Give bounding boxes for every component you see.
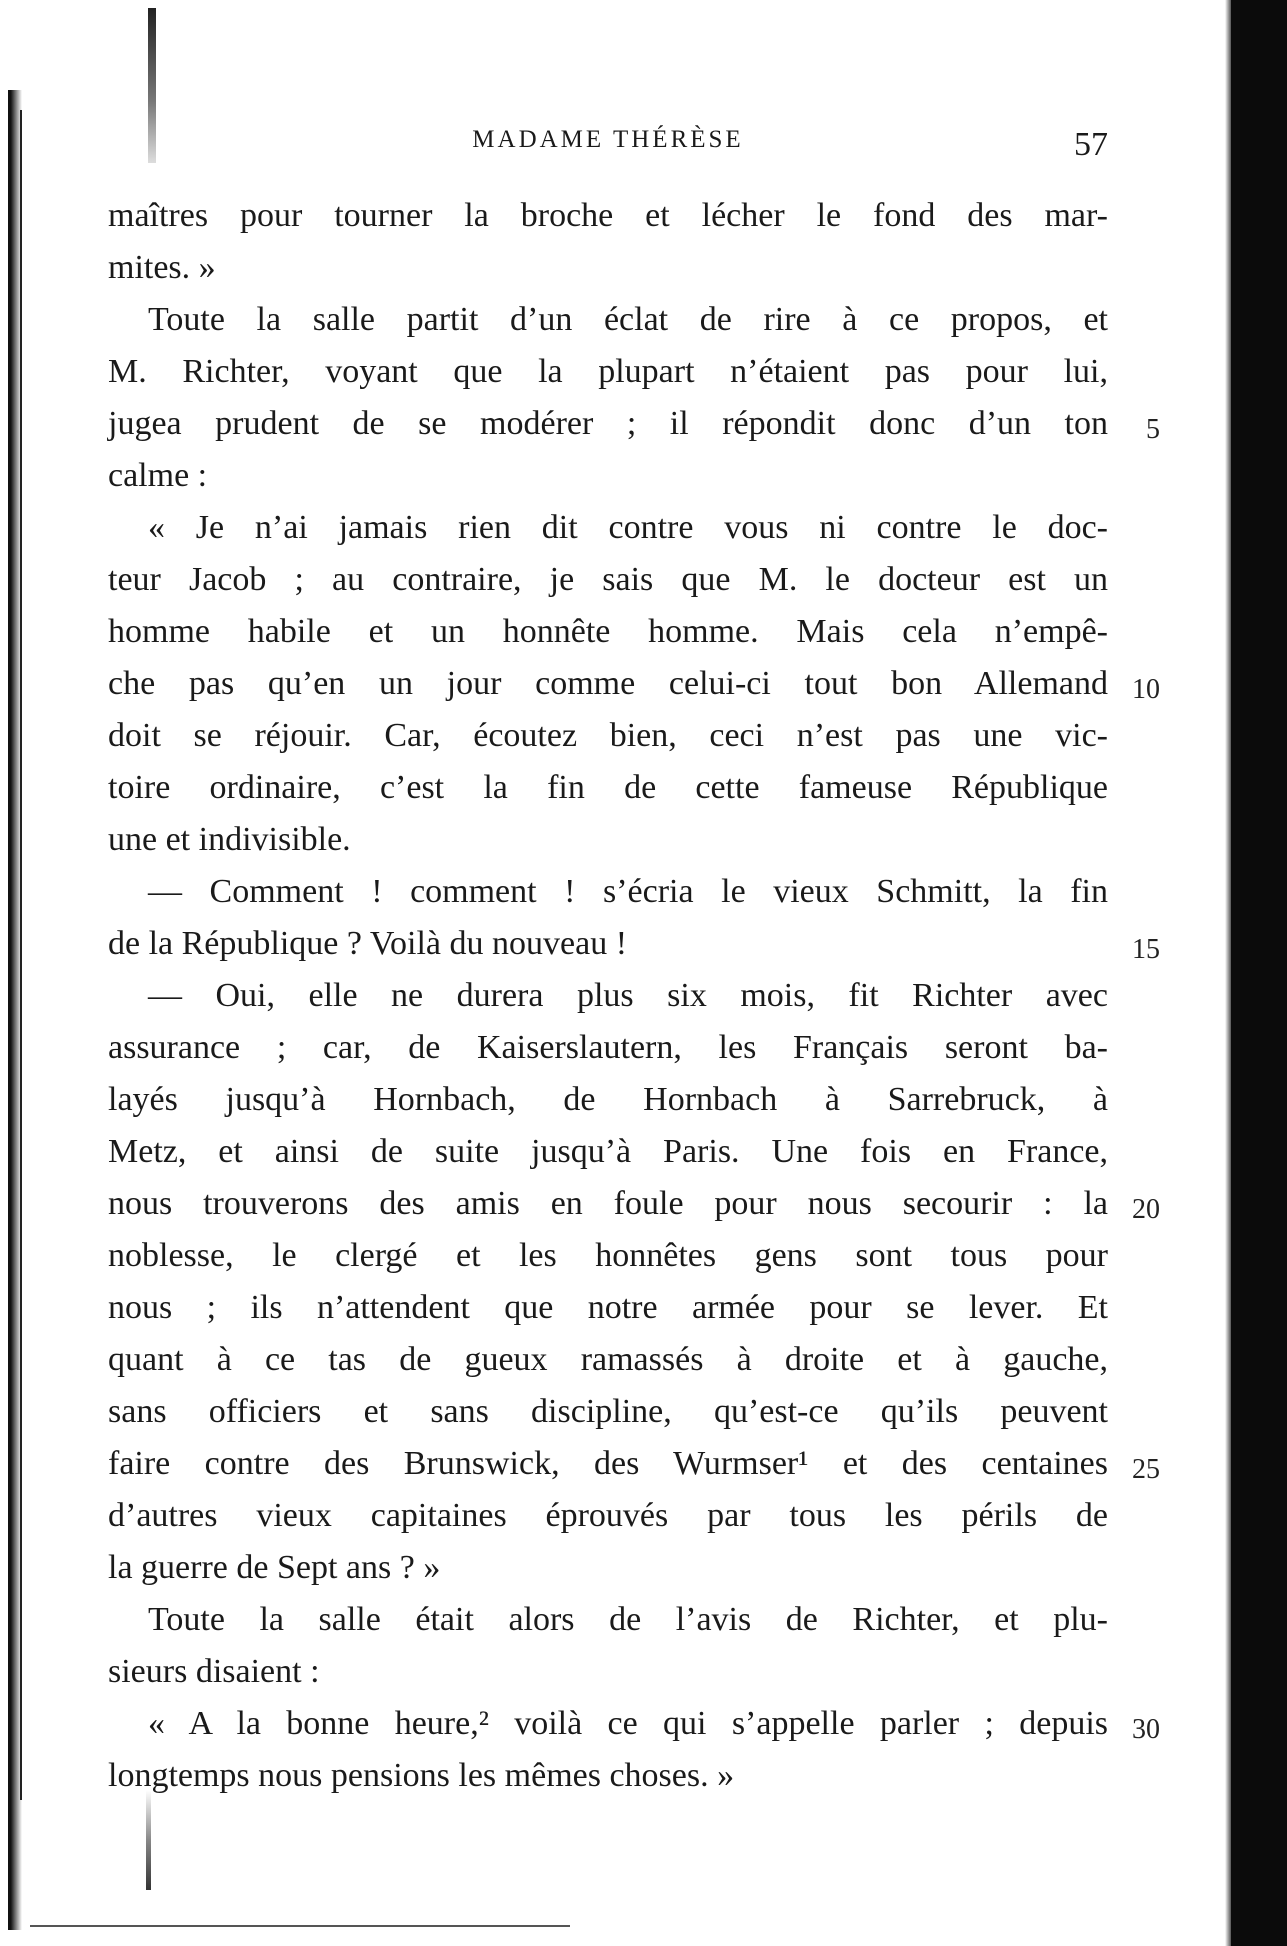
- text-line: [108, 1750, 1108, 1802]
- line-number: 30: [1132, 1714, 1160, 1745]
- text-line-content: sans officiers et sans discipline, qu’est-ce qu’ils peuvent: [108, 1393, 1108, 1430]
- text-line-content: M. Richter, voyant que la plupart n’étaient pas pour lui,: [108, 353, 1108, 390]
- text-line: [108, 866, 1108, 918]
- text-line: [108, 814, 1108, 866]
- line-number: 20: [1132, 1194, 1160, 1225]
- text-line: [108, 1282, 1108, 1334]
- text-line: [108, 1126, 1108, 1178]
- text-line-content: quant à ce tas de gueux ramassés à droite et à gauche,: [108, 1341, 1108, 1378]
- text-line-content: une et indivisible.: [108, 821, 351, 858]
- text-line-content: assurance ; car, de Kaiserslautern, les Français seront ba-: [108, 1029, 1108, 1066]
- text-block: [108, 190, 1160, 1802]
- text-line: [108, 1646, 1108, 1698]
- text-line-content: mites. »: [108, 249, 216, 286]
- text-line-content: « A la bonne heure,² voilà ce qui s’appelle parler ; depuis: [148, 1705, 1108, 1742]
- scan-edge-right: [1231, 0, 1287, 1946]
- bottom-rule: [30, 1925, 570, 1927]
- text-line-content: faire contre des Brunswick, des Wurmser¹ et des centaines: [108, 1445, 1108, 1482]
- text-line: [108, 710, 1108, 762]
- text-line: [108, 242, 1108, 294]
- text-line-content: toire ordinaire, c’est la fin de cette fameuse République: [108, 769, 1108, 806]
- text-line-content: d’autres vieux capitaines éprouvés par tous les périls de: [108, 1497, 1108, 1534]
- scan-edge-left-line: [20, 110, 22, 1800]
- text-line-content: Metz, et ainsi de suite jusqu’à Paris. Une fois en France,: [108, 1133, 1108, 1170]
- running-title: MADAME THÉRÈSE: [472, 126, 744, 153]
- text-line-content: doit se réjouir. Car, écoutez bien, ceci n’est pas une vic-: [108, 717, 1108, 754]
- text-line-content: de la République ? Voilà du nouveau !: [108, 925, 628, 962]
- text-line: [108, 1178, 1160, 1230]
- line-number: 15: [1132, 934, 1160, 965]
- text-line: [108, 554, 1108, 606]
- text-line: [108, 1022, 1108, 1074]
- text-line: [108, 1490, 1108, 1542]
- text-line-content: nous ; ils n’attendent que notre armée pour se lever. Et: [108, 1289, 1108, 1326]
- text-line: [108, 294, 1108, 346]
- text-line: [108, 1698, 1160, 1750]
- text-line: [108, 658, 1160, 710]
- page-number: 57: [1074, 126, 1108, 163]
- text-line: [108, 762, 1108, 814]
- text-line-content: jugea prudent de se modérer ; il répondit donc d’un ton: [108, 405, 1108, 442]
- line-number: 10: [1132, 674, 1160, 705]
- text-line-content: che pas qu’en un jour comme celui-ci tout bon Allemand: [108, 665, 1108, 702]
- text-line-content: calme :: [108, 457, 208, 494]
- text-line: [108, 1542, 1108, 1594]
- text-line-content: Toute la salle partit d’un éclat de rire à ce propos, et: [148, 301, 1108, 338]
- text-line-content: homme habile et un honnête homme. Mais cela n’empê-: [108, 613, 1108, 650]
- text-line-content: — Comment ! comment ! s’écria le vieux Schmitt, la fin: [148, 873, 1108, 910]
- text-line-content: teur Jacob ; au contraire, je sais que M. le docteur est un: [108, 561, 1108, 598]
- line-number: 25: [1132, 1454, 1160, 1485]
- text-line: [108, 1230, 1108, 1282]
- text-line: [108, 502, 1108, 554]
- text-line-content: maîtres pour tourner la broche et lécher le fond des mar-: [108, 197, 1108, 234]
- text-line-content: layés jusqu’à Hornbach, de Hornbach à Sarrebruck, à: [108, 1081, 1108, 1118]
- line-number: 5: [1146, 414, 1160, 445]
- text-line-content: « Je n’ai jamais rien dit contre vous ni contre le doc-: [148, 509, 1108, 546]
- text-line-content: — Oui, elle ne durera plus six mois, fit Richter avec: [148, 977, 1108, 1014]
- text-line: [108, 346, 1108, 398]
- text-line: [108, 970, 1108, 1022]
- text-line: [108, 1386, 1108, 1438]
- text-line: [108, 398, 1160, 450]
- text-line: [108, 1438, 1160, 1490]
- running-head: [108, 126, 1108, 166]
- text-line-content: longtemps nous pensions les mêmes choses. »: [108, 1757, 735, 1794]
- text-line-content: nous trouverons des amis en foule pour nous secourir : la: [108, 1185, 1108, 1222]
- text-line-content: noblesse, le clergé et les honnêtes gens sont tous pour: [108, 1237, 1108, 1274]
- text-line: [108, 190, 1108, 242]
- text-line-content: Toute la salle était alors de l’avis de Richter, et plu-: [148, 1601, 1108, 1638]
- text-line: [108, 450, 1108, 502]
- text-line: [108, 606, 1108, 658]
- text-line: [108, 918, 1160, 970]
- text-line: [108, 1074, 1108, 1126]
- text-line-content: sieurs disaient :: [108, 1653, 320, 1690]
- gutter-mark-bottom: [146, 1790, 151, 1890]
- text-line: [108, 1334, 1108, 1386]
- text-line: [108, 1594, 1108, 1646]
- text-line-content: la guerre de Sept ans ? »: [108, 1549, 441, 1586]
